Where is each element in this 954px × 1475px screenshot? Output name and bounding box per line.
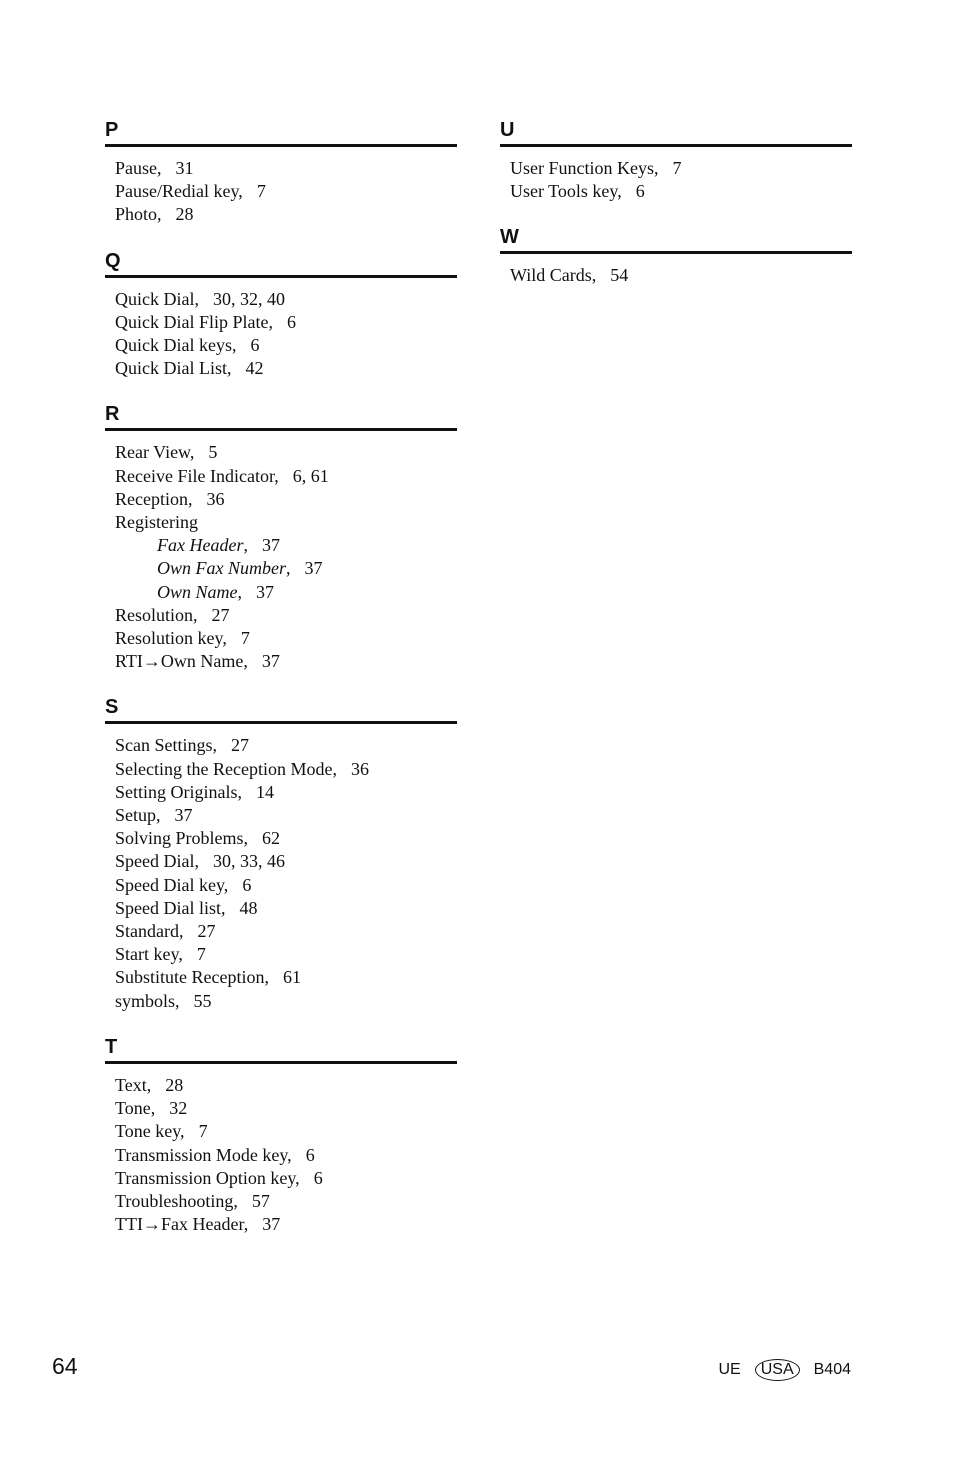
section-letter: S xyxy=(105,696,119,719)
entry-pages: 6 xyxy=(635,181,645,202)
section-rule xyxy=(105,428,457,431)
index-column-right xyxy=(500,118,852,310)
section-rule xyxy=(105,144,457,147)
index-entry xyxy=(115,311,457,334)
entry-pages: 5 xyxy=(208,442,218,463)
index-entry xyxy=(115,1144,457,1167)
entry-pages: 36 xyxy=(350,758,369,779)
entry-term: Pause/Redial key, xyxy=(115,181,243,202)
entry-term: Solving Problems, xyxy=(115,828,249,849)
section-rule xyxy=(500,144,852,147)
entry-pages: 7 xyxy=(672,158,682,178)
index-entry xyxy=(115,734,457,757)
entry-term: RTI→Own Name, xyxy=(115,651,248,672)
section-letter: R xyxy=(105,403,120,426)
entry-pages: 7 xyxy=(196,944,206,965)
index-entry xyxy=(510,157,852,180)
entry-pages: 30, 32, 40 xyxy=(212,288,285,309)
index-subentry xyxy=(115,581,457,604)
section-letter: P xyxy=(105,119,119,141)
entry-pages: 37 xyxy=(304,558,323,579)
section-rule xyxy=(500,251,852,254)
entry-term: Speed Dial, xyxy=(115,851,199,872)
entry-pages: 62 xyxy=(262,828,281,849)
index-entry xyxy=(115,1074,457,1097)
index-entry xyxy=(115,604,457,627)
entry-list xyxy=(105,1074,457,1236)
entry-pages: 14 xyxy=(256,781,274,802)
entry-pages: 42 xyxy=(245,358,264,379)
entry-pages: 7 xyxy=(198,1121,208,1142)
entry-term: Substitute Reception, xyxy=(115,967,269,988)
entry-pages: 48 xyxy=(239,897,258,918)
index-entry xyxy=(115,1213,457,1236)
entry-term: Quick Dial Flip Plate, xyxy=(115,311,273,332)
section-letter: W xyxy=(500,226,519,249)
entry-pages: 27 xyxy=(231,735,249,756)
entry-pages: 6 xyxy=(305,1144,315,1165)
entry-pages: 6 xyxy=(242,874,252,895)
entry-pages: 31 xyxy=(175,158,194,178)
index-entry xyxy=(115,850,457,873)
entry-term: Own Name xyxy=(157,581,238,602)
index-entry xyxy=(115,943,457,966)
index-section-q xyxy=(105,249,457,381)
entry-term: Quick Dial, xyxy=(115,288,199,309)
entry-term: TTI→Fax Header, xyxy=(115,1214,249,1235)
entry-pages: 6 xyxy=(250,335,260,356)
entry-list xyxy=(500,157,852,203)
index-entry xyxy=(115,627,457,650)
entry-pages: 57 xyxy=(251,1190,270,1211)
entry-term: User Tools key, xyxy=(510,181,622,202)
entry-term: Speed Dial list, xyxy=(115,897,226,918)
document-code xyxy=(718,1359,851,1381)
entry-pages: 37 xyxy=(261,535,280,556)
entry-term: Tone, xyxy=(115,1098,156,1119)
model-code: B404 xyxy=(813,1361,851,1378)
section-letter: U xyxy=(500,119,515,141)
entry-pages: 6, 61 xyxy=(292,465,329,486)
entry-pages: 54 xyxy=(610,265,629,286)
entry-term: Reception, xyxy=(115,488,193,509)
entry-term: Troubleshooting, xyxy=(115,1190,238,1211)
index-entry xyxy=(115,180,457,203)
index-column-left xyxy=(105,118,457,1258)
entry-term: Text, xyxy=(115,1074,152,1095)
index-entry xyxy=(115,827,457,850)
entry-pages: 61 xyxy=(282,967,301,988)
index-entry xyxy=(115,441,457,464)
entry-term: Start key, xyxy=(115,944,183,965)
entry-list xyxy=(500,264,852,287)
entry-list xyxy=(105,157,457,227)
entry-term: Photo, xyxy=(115,204,162,225)
entry-term: Standard, xyxy=(115,921,184,942)
index-entry xyxy=(115,897,457,920)
entry-separator: , xyxy=(243,535,248,556)
entry-term: Scan Settings, xyxy=(115,735,217,756)
entry-term: Receive File Indicator, xyxy=(115,465,279,486)
entry-term: Pause, xyxy=(115,158,162,178)
entry-term: Selecting the Reception Mode, xyxy=(115,758,337,779)
section-rule xyxy=(105,721,457,724)
entry-pages: 37 xyxy=(256,581,274,602)
index-section-s xyxy=(105,695,457,1012)
entry-pages: 27 xyxy=(211,604,230,625)
entry-list xyxy=(105,441,457,673)
entry-term: Resolution, xyxy=(115,604,198,625)
index-entry xyxy=(115,157,457,180)
code-prefix: UE xyxy=(718,1361,741,1378)
entry-separator: , xyxy=(237,581,242,602)
index-entry xyxy=(115,357,457,380)
index-entry xyxy=(115,650,457,673)
section-rule xyxy=(105,1061,457,1064)
region-badge: USA xyxy=(755,1359,800,1381)
entry-term: Transmission Mode key, xyxy=(115,1144,292,1165)
index-entry xyxy=(115,874,457,897)
entry-pages: 7 xyxy=(256,181,266,202)
entry-pages: 37 xyxy=(174,805,193,826)
index-entry xyxy=(115,465,457,488)
index-entry xyxy=(510,180,852,203)
index-entry xyxy=(115,1120,457,1143)
entry-term: Wild Cards, xyxy=(510,265,597,286)
entry-term: Quick Dial List, xyxy=(115,358,232,379)
index-entry xyxy=(510,264,852,287)
entry-pages: 28 xyxy=(165,1074,184,1095)
index-entry xyxy=(115,990,457,1013)
entry-list xyxy=(105,734,457,1012)
entry-term: Transmission Option key, xyxy=(115,1167,300,1188)
entry-pages: 7 xyxy=(240,628,250,649)
entry-pages: 37 xyxy=(261,651,280,672)
index-entry xyxy=(115,334,457,357)
entry-pages: 36 xyxy=(206,488,225,509)
entry-pages: 27 xyxy=(197,921,216,942)
index-subentry xyxy=(115,557,457,580)
entry-pages: 37 xyxy=(262,1214,281,1235)
index-section-p xyxy=(105,118,457,227)
index-entry xyxy=(115,511,457,534)
entry-term: Rear View, xyxy=(115,442,195,463)
index-entry xyxy=(115,804,457,827)
index-entry xyxy=(115,1167,457,1190)
entry-pages: 30, 33, 46 xyxy=(212,851,285,872)
entry-term: Quick Dial keys, xyxy=(115,335,237,356)
section-letter: Q xyxy=(105,249,121,272)
index-section-t xyxy=(105,1035,457,1236)
entry-pages: 32 xyxy=(169,1098,188,1119)
section-rule xyxy=(105,275,457,278)
index-entry xyxy=(115,203,457,226)
index-entry xyxy=(115,781,457,804)
page-number: 64 xyxy=(52,1353,78,1379)
index-subentry xyxy=(115,534,457,557)
entry-term: Own Fax Number xyxy=(157,558,286,579)
entry-pages: 55 xyxy=(193,990,212,1011)
entry-term: Resolution key, xyxy=(115,628,227,649)
index-section-u xyxy=(500,118,852,203)
entry-term: Fax Header xyxy=(157,535,244,556)
entry-term: Setting Originals, xyxy=(115,781,242,802)
index-entry xyxy=(115,488,457,511)
index-entry xyxy=(115,758,457,781)
entry-term: Speed Dial key, xyxy=(115,874,229,895)
index-entry xyxy=(115,1190,457,1213)
entry-list xyxy=(105,288,457,381)
entry-term: Registering xyxy=(115,512,198,533)
entry-pages: 28 xyxy=(175,204,194,225)
entry-term: symbols, xyxy=(115,990,180,1011)
index-section-r xyxy=(105,402,457,673)
index-entry xyxy=(115,288,457,311)
entry-term: Tone key, xyxy=(115,1121,185,1142)
section-letter: T xyxy=(105,1035,118,1058)
index-entry xyxy=(115,920,457,943)
index-section-w xyxy=(500,225,852,287)
entry-term: Setup, xyxy=(115,805,161,826)
index-entry xyxy=(115,1097,457,1120)
entry-pages: 6 xyxy=(286,311,296,332)
index-entry xyxy=(115,966,457,989)
entry-term: User Function Keys, xyxy=(510,158,659,178)
entry-pages: 6 xyxy=(313,1167,323,1188)
entry-separator: , xyxy=(286,558,291,579)
